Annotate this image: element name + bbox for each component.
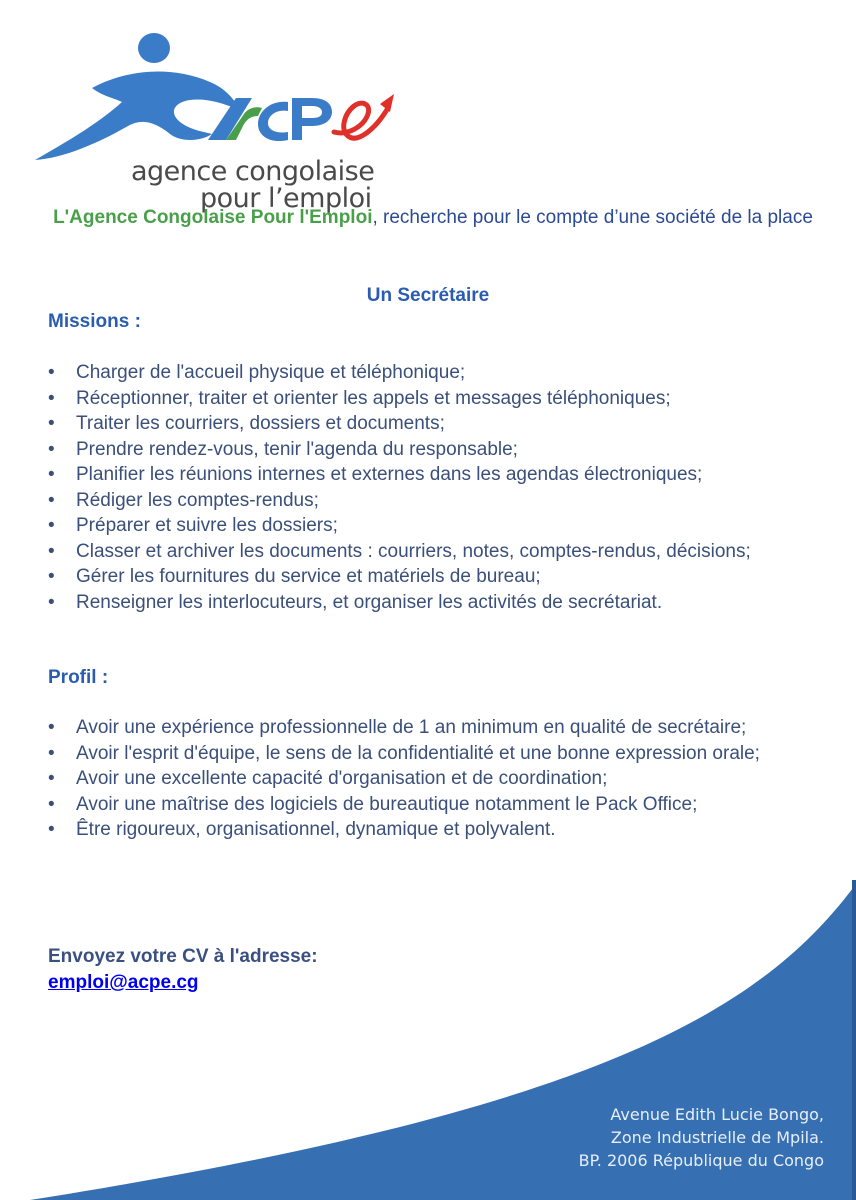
mission-item: • Réceptionner, traiter et orienter les appels et messages téléphoniques; xyxy=(48,386,814,412)
profil-item: • Avoir une maîtrise des logiciels de bureautique notamment le Pack Office; xyxy=(48,792,814,818)
address-line: BP. 2006 République du Congo xyxy=(578,1151,824,1170)
send-cv-label: Envoyez votre CV à l'adresse: xyxy=(48,946,318,967)
mission-item: • Charger de l'accueil physique et téléphonique; xyxy=(48,360,814,386)
profil-item: • Être rigoureux, organisationnel, dynamique et polyvalent. xyxy=(48,817,814,843)
profil-item: • Avoir l'esprit d'équipe, le sens de la confidentialité et une bonne expression orale; xyxy=(48,741,814,767)
logo-tagline-line2: pour l’emploi xyxy=(200,183,372,214)
acpe-logo xyxy=(30,30,400,214)
agency-name: L'Agence Congolaise Pour l'Emploi xyxy=(53,207,373,228)
address-line: Zone Industrielle de Mpila. xyxy=(610,1128,824,1147)
profil-heading: Profil : xyxy=(48,667,109,688)
mission-item: • Traiter les courriers, dossiers et documents; xyxy=(48,411,814,437)
address-line: Avenue Edith Lucie Bongo, xyxy=(610,1105,824,1124)
missions-heading: Missions : xyxy=(48,311,141,332)
profil-item: • Avoir une excellente capacité d'organisation et de coordination; xyxy=(48,766,814,792)
missions-list xyxy=(48,360,814,615)
job-title: Un Secrétaire xyxy=(366,285,490,306)
profil-item: • Avoir une expérience professionnelle de 1 an minimum en qualité de secrétaire; xyxy=(48,715,814,741)
profil-list xyxy=(48,715,814,843)
intro-text: , recherche pour le compte d’une société de la place xyxy=(372,207,813,228)
mission-item: • Préparer et suivre les dossiers; xyxy=(48,513,814,539)
mission-item: • Gérer les fournitures du service et matériels de bureau; xyxy=(48,564,814,590)
mission-item: • Prendre rendez-vous, tenir l'agenda du responsable; xyxy=(48,437,814,463)
email-link[interactable]: emploi@acpe.cg xyxy=(48,972,199,993)
mission-item: • Renseigner les interlocuteurs, et organiser les activités de secrétariat. xyxy=(48,590,814,616)
mission-item: • Rédiger les comptes-rendus; xyxy=(48,488,814,514)
mission-item: • Planifier les réunions internes et externes dans les agendas électroniques; xyxy=(48,462,814,488)
mission-item: • Classer et archiver les documents : courriers, notes, comptes-rendus, décisions; xyxy=(48,539,814,565)
intro-paragraph xyxy=(40,205,826,231)
address-block xyxy=(579,1103,824,1172)
logo-tagline-line1: agence congolaise xyxy=(131,156,375,187)
